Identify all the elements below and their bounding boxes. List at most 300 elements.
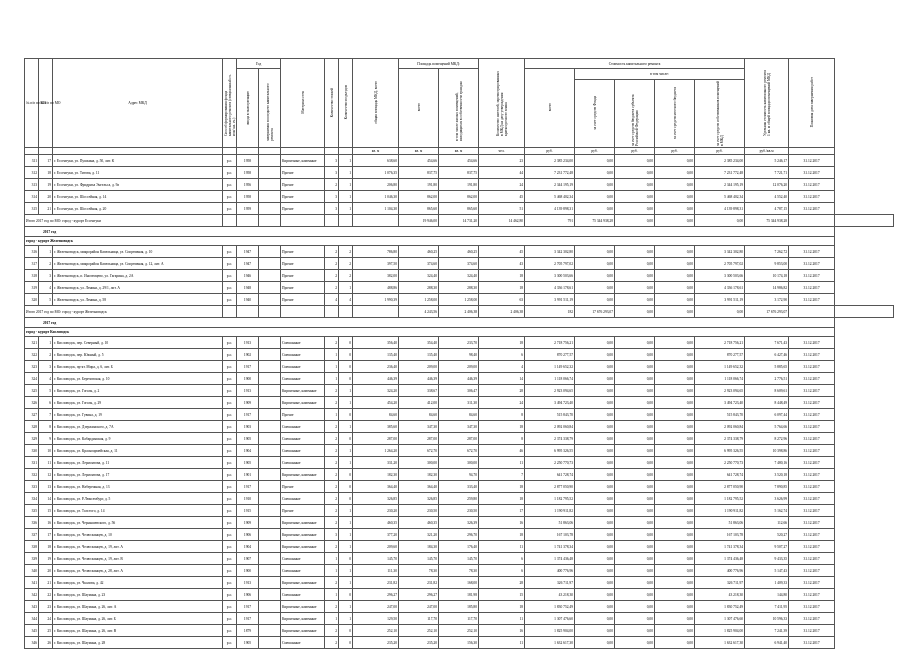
table-cell: 313	[25, 179, 39, 191]
table-cell: 1 104,30	[353, 203, 399, 215]
table-cell: 98,40	[439, 349, 479, 361]
table-cell: 18	[479, 493, 525, 505]
table-cell: 1	[339, 282, 353, 294]
table-cell	[259, 481, 281, 493]
table-cell: г. Кисловодск, ул. Толстого, д. 14	[53, 505, 223, 517]
table-cell: 1	[325, 553, 339, 565]
table-cell: 312	[25, 167, 39, 179]
table-cell: г. Кисловодск, ул. Р.Люксембург, д. 5	[53, 493, 223, 505]
table-cell: 1 374 436,48	[695, 553, 745, 565]
table-cell: 1907	[237, 553, 259, 565]
table-cell: 1900	[237, 373, 259, 385]
table-cell: 31.12.2017	[789, 373, 835, 385]
table-cell: 0,00	[655, 191, 695, 203]
table-cell: 460,35	[399, 517, 439, 529]
table-cell	[259, 601, 281, 613]
table-cell	[259, 270, 281, 282]
table-cell: 44	[479, 167, 525, 179]
table-cell: 288,30	[399, 282, 439, 294]
table-cell: Кирпичные, каменные	[281, 613, 325, 625]
table-cell: 46	[479, 445, 525, 457]
table-row	[25, 203, 894, 215]
table-cell: 323	[25, 361, 39, 373]
table-cell: 2	[325, 577, 339, 589]
table-cell	[259, 282, 281, 294]
table-cell: 0,00	[655, 246, 695, 258]
table-cell: 2 406,38	[439, 306, 479, 318]
table-cell	[259, 625, 281, 637]
table-cell: 0,00	[615, 282, 655, 294]
table-cell: 2	[325, 637, 339, 649]
table-cell: 0	[339, 361, 353, 373]
table-cell: Прочие	[281, 258, 325, 270]
table-cell: 317	[25, 258, 39, 270]
table-cell: 454,66	[439, 155, 479, 167]
table-cell: 5 162,74	[745, 505, 789, 517]
table-cell: 1958	[237, 167, 259, 179]
table-cell: 8	[39, 421, 53, 433]
table-cell	[259, 457, 281, 469]
table-cell: 5 468 402,34	[695, 191, 745, 203]
table-cell: 460,25	[399, 246, 439, 258]
table-cell: 167 103,78	[525, 529, 575, 541]
table-row	[25, 457, 894, 469]
table-cell: 0,00	[575, 601, 615, 613]
table-cell: 0,00	[615, 505, 655, 517]
table-cell: 2 374 338,79	[525, 433, 575, 445]
table-cell: 0,00	[655, 270, 695, 282]
table-cell: 344	[25, 613, 39, 625]
table-cell: 300,00	[399, 457, 439, 469]
table-row	[25, 179, 894, 191]
table-cell: 0	[339, 337, 353, 349]
table-cell: 3 991 511,19	[525, 294, 575, 306]
table-cell: 347,30	[439, 421, 479, 433]
table-row	[25, 481, 894, 493]
table-cell: 43 218,30	[525, 589, 575, 601]
table-cell: 3	[325, 529, 339, 541]
table-cell	[353, 306, 399, 318]
table-cell: 318	[25, 270, 39, 282]
table-cell: 247,00	[399, 601, 439, 613]
table-cell	[259, 246, 281, 258]
table-cell: 0,00	[615, 493, 655, 505]
table-cell: 2	[325, 469, 339, 481]
table-cell: 8	[479, 433, 525, 445]
table-cell: 3 300 503,66	[525, 270, 575, 282]
table-cell: 5	[39, 294, 53, 306]
table-row	[25, 246, 894, 258]
table-cell: 0,00	[655, 493, 695, 505]
table-cell: 1 374 436,48	[525, 553, 575, 565]
table-cell: 14 462,80	[479, 215, 525, 227]
table-cell: 1	[339, 601, 353, 613]
table-cell: 252,10	[353, 625, 399, 637]
table-cell: 329	[25, 433, 39, 445]
table-cell: 3 342 302,80	[695, 246, 745, 258]
table-cell: 51	[479, 203, 525, 215]
table-cell: р.о.	[223, 294, 237, 306]
city-label: город - курорт Кисловодск	[25, 328, 835, 337]
table-cell: г. Кисловодск, ул. Гоголя, д. 2	[53, 385, 223, 397]
table-cell: 0,00	[575, 553, 615, 565]
table-cell	[789, 215, 835, 227]
table-row	[25, 613, 894, 625]
table-cell: 0,00	[575, 191, 615, 203]
table-cell: 5 468 402,34	[525, 191, 575, 203]
table-cell: 6 995 326,55	[695, 445, 745, 457]
table-cell	[259, 433, 281, 445]
table-cell: 0	[339, 469, 353, 481]
table-cell: 1 149 652,32	[525, 361, 575, 373]
table-cell: 2	[325, 385, 339, 397]
table-cell: 0,00	[655, 349, 695, 361]
table-cell: р.о.	[223, 541, 237, 553]
table-cell: 364,40	[353, 481, 399, 493]
table-cell: 18	[39, 167, 53, 179]
table-cell: 446,39	[399, 373, 439, 385]
table-cell: 94,70	[439, 469, 479, 481]
table-cell: 4	[39, 373, 53, 385]
table-cell: 0,00	[575, 529, 615, 541]
table-cell: р.о.	[223, 270, 237, 282]
table-cell: 1913	[237, 385, 259, 397]
table-cell: 0,00	[655, 613, 695, 625]
table-cell	[259, 577, 281, 589]
table-cell: 324	[25, 373, 39, 385]
table-cell: р.о.	[223, 469, 237, 481]
table-cell: 400 776,96	[695, 565, 745, 577]
table-cell	[325, 215, 339, 227]
table-cell: 236,40	[353, 361, 399, 373]
table-cell: 17 676 293,07	[575, 306, 615, 318]
table-cell: 235,20	[353, 637, 399, 649]
table-cell: 2 092 060,84	[695, 421, 745, 433]
table-cell: 1	[325, 613, 339, 625]
table-cell: р.о.	[223, 167, 237, 179]
table-cell: 1902	[237, 349, 259, 361]
table-cell: Смешанные	[281, 637, 325, 649]
header-cost-federal: за счет средств бюджета субъекта Российской Федерации	[615, 80, 655, 148]
table-cell: 0,00	[615, 215, 655, 227]
table-cell: г. Ессентуки, ул. Пушкина, д. 50, лит. К	[53, 155, 223, 167]
table-cell: 7 480,16	[745, 457, 789, 469]
table-cell: 6	[479, 565, 525, 577]
table-cell: 0,00	[575, 155, 615, 167]
table-cell	[339, 215, 353, 227]
table-cell: 24	[39, 613, 53, 625]
table-cell: 2	[325, 505, 339, 517]
table-cell: 45	[479, 191, 525, 203]
table-cell: 0,00	[655, 361, 695, 373]
table-cell: 145,70	[399, 553, 439, 565]
table-cell: 4 336 178,61	[695, 282, 745, 294]
table-cell: 324,40	[439, 270, 479, 282]
table-cell: 21	[39, 577, 53, 589]
header-walls: Материал стен	[281, 59, 325, 148]
table-cell: г. Кисловодск, ул. Шаумяна, д. 28	[53, 637, 223, 649]
table-row	[25, 191, 894, 203]
table-cell: 345	[25, 625, 39, 637]
table-cell: 0,00	[615, 337, 655, 349]
table-cell: 1905	[237, 637, 259, 649]
table-cell: 336	[25, 517, 39, 529]
table-cell: г. Кисловодск, пр-кт. Мира, д. 6, лит. Б	[53, 361, 223, 373]
table-cell: 1 307 476,60	[695, 613, 745, 625]
unit-cell: чел.	[479, 148, 525, 155]
table-row	[25, 589, 894, 601]
table-cell: 322	[25, 349, 39, 361]
table-cell: 515 843,70	[525, 409, 575, 421]
table-cell: 4 787,15	[745, 203, 789, 215]
table-cell: 1	[339, 421, 353, 433]
table-cell: 0,00	[655, 445, 695, 457]
header-area-group: Площадь помещений МКД:	[399, 59, 479, 69]
table-cell: 1	[325, 349, 339, 361]
table-cell: 247,00	[353, 601, 399, 613]
table-cell: 4 139 898,31	[695, 203, 745, 215]
total-row	[25, 306, 894, 318]
table-cell: 2	[325, 337, 339, 349]
table-row	[25, 637, 894, 649]
table-cell: 0,00	[575, 167, 615, 179]
table-row	[25, 445, 894, 457]
table-cell: 2 877 050,90	[525, 481, 575, 493]
table-cell	[259, 191, 281, 203]
table-cell: р.о.	[223, 421, 237, 433]
table-cell: 4	[339, 294, 353, 306]
table-cell: 1910	[237, 493, 259, 505]
table-cell: 11	[479, 541, 525, 553]
table-cell: 10 174,18	[745, 270, 789, 282]
table-cell: 2	[339, 258, 353, 270]
table-cell	[259, 294, 281, 306]
table-cell: 0,00	[575, 625, 615, 637]
table-cell: 31.12.2017	[789, 433, 835, 445]
table-cell: 7 890,85	[745, 481, 789, 493]
table-cell: 1917	[237, 601, 259, 613]
table-cell: 0,00	[615, 306, 655, 318]
table-cell: 1 258,00	[399, 294, 439, 306]
table-cell: Прочие	[281, 179, 325, 191]
city-row	[25, 237, 894, 246]
table-cell: 1903	[237, 421, 259, 433]
city-label: город - курорт Железноводск	[25, 237, 835, 246]
table-cell: 1906	[237, 529, 259, 541]
table-cell: 0,00	[575, 337, 615, 349]
table-cell: 1 825 904,00	[525, 625, 575, 637]
table-cell: 3	[325, 203, 339, 215]
table-cell	[353, 215, 399, 227]
table-cell: г. Кисловодск, пер. Южный, д. 5	[53, 349, 223, 361]
table-cell: 2	[325, 481, 339, 493]
table-cell: 31.12.2017	[789, 361, 835, 373]
table-cell: 0,00	[575, 361, 615, 373]
table-cell	[223, 306, 237, 318]
table-cell: 18	[479, 282, 525, 294]
table-cell: 0,00	[615, 457, 655, 469]
table-cell: 0,00	[615, 294, 655, 306]
table-row	[25, 625, 894, 637]
table-cell: р.о.	[223, 481, 237, 493]
table-cell: Прочие	[281, 167, 325, 179]
table-cell: 1	[339, 457, 353, 469]
header-cost-local: за счет средств местного бюджета	[655, 80, 695, 148]
table-cell	[259, 361, 281, 373]
table-cell: 2 385 234,00	[525, 155, 575, 167]
table-row	[25, 349, 894, 361]
table-cell: Кирпичные, каменные	[281, 469, 325, 481]
table-cell: 2	[339, 246, 353, 258]
table-cell	[259, 529, 281, 541]
table-cell: 340	[25, 565, 39, 577]
table-cell: 144,80	[745, 589, 789, 601]
table-cell: 31.12.2017	[789, 294, 835, 306]
table-cell: 1	[339, 613, 353, 625]
header-cost-total: всего	[525, 69, 575, 148]
table-cell: 520,27	[745, 529, 789, 541]
table-cell: 84,60	[399, 409, 439, 421]
table-cell: 135,40	[399, 349, 439, 361]
table-cell	[325, 306, 339, 318]
table-cell: 1905	[237, 457, 259, 469]
table-cell: 0,00	[615, 445, 655, 457]
table-cell: 0,00	[655, 529, 695, 541]
table-cell: 3 342 302,80	[525, 246, 575, 258]
table-cell: 338,67	[399, 385, 439, 397]
table-cell: 2 385 234,00	[695, 155, 745, 167]
table-cell: 460,25	[439, 246, 479, 258]
table-cell: 1 632 617,30	[525, 637, 575, 649]
table-cell: Кирпичные, каменные	[281, 529, 325, 541]
table-cell: 488,86	[353, 282, 399, 294]
table-cell: Кирпичные, каменные	[281, 541, 325, 553]
table-cell: 5 246,17	[745, 155, 789, 167]
table-cell: 43	[479, 258, 525, 270]
table-cell: Смешанные	[281, 553, 325, 565]
header-no-list: № п/п по КП	[25, 59, 39, 148]
table-cell: 1 118 066,74	[695, 373, 745, 385]
table-cell	[259, 517, 281, 529]
table-cell: 31.12.2017	[789, 577, 835, 589]
table-cell: 862,00	[439, 191, 479, 203]
table-cell: 0,00	[575, 469, 615, 481]
table-cell: 1913	[237, 337, 259, 349]
table-cell	[259, 565, 281, 577]
table-cell: р.о.	[223, 155, 237, 167]
table-cell: 0,00	[615, 565, 655, 577]
table-cell: 2 250 770,73	[695, 457, 745, 469]
table-cell: 2	[39, 258, 53, 270]
table-cell: 14	[479, 373, 525, 385]
table-cell: 0,00	[655, 433, 695, 445]
table-cell: р.о.	[223, 517, 237, 529]
table-cell: 31.12.2017	[789, 155, 835, 167]
table-cell: 3 300 503,66	[695, 270, 745, 282]
table-cell: 2 705 797,02	[525, 258, 575, 270]
table-cell: 0,00	[615, 397, 655, 409]
table-cell: 12 076,20	[745, 179, 789, 191]
table-cell: 23	[39, 601, 53, 613]
table-cell: 2	[325, 433, 339, 445]
header-cost-group: Стоимость капитального ремонта	[525, 59, 745, 69]
table-cell: 4	[325, 294, 339, 306]
table-cell: 7 671,43	[745, 337, 789, 349]
table-cell: 233,70	[439, 337, 479, 349]
header-total-area: общая площадь МКД, всего	[353, 59, 399, 148]
table-cell: 145,70	[439, 553, 479, 565]
table-cell: Прочие	[281, 409, 325, 421]
table-cell: 0,00	[615, 613, 655, 625]
table-cell: 2	[325, 246, 339, 258]
header-address: Адрес МКД	[53, 59, 223, 148]
table-cell: 397,50	[353, 258, 399, 270]
table-cell: 31.12.2017	[789, 589, 835, 601]
table-cell: 1	[325, 373, 339, 385]
table-cell: 0,00	[615, 553, 655, 565]
table-cell: 11	[39, 457, 53, 469]
table-cell: Смешанные	[281, 373, 325, 385]
city-row	[25, 328, 894, 337]
table-cell: 17	[39, 529, 53, 541]
header-no-mo: № п/п по МО	[39, 59, 53, 148]
table-cell: 1 258,00	[439, 294, 479, 306]
table-cell: 5 147,43	[745, 565, 789, 577]
table-cell: 1	[339, 385, 353, 397]
table-cell: 0,00	[575, 613, 615, 625]
table-cell: 1879	[237, 625, 259, 637]
table-cell: р.о.	[223, 553, 237, 565]
table-cell: 0,00	[575, 481, 615, 493]
table-cell: 6 995 326,55	[525, 445, 575, 457]
table-cell: 51 863,06	[695, 517, 745, 529]
table-cell: 2 344 195,19	[525, 179, 575, 191]
table-cell: 75 344 938,28	[745, 215, 789, 227]
table-cell: 1917	[237, 409, 259, 421]
table-cell: 1	[339, 167, 353, 179]
unit-cell: кв. м	[399, 148, 439, 155]
table-cell: 2 718 756,21	[695, 337, 745, 349]
table-row	[25, 409, 894, 421]
table-cell: 12	[39, 469, 53, 481]
table-cell: 0	[339, 493, 353, 505]
table-body	[25, 155, 894, 649]
table-cell: 316	[25, 246, 39, 258]
table-cell: 31.12.2017	[789, 385, 835, 397]
table-cell: 117,70	[439, 613, 479, 625]
table-cell: 346	[25, 637, 39, 649]
table-row	[25, 529, 894, 541]
table-cell: р.о.	[223, 589, 237, 601]
table-cell: 287,00	[353, 433, 399, 445]
table-cell	[259, 179, 281, 191]
table-cell: 17	[39, 155, 53, 167]
table-cell: 43 218,30	[695, 589, 745, 601]
table-cell	[259, 349, 281, 361]
table-cell: г. Железноводск, ул. Ленина, д. 58	[53, 294, 223, 306]
table-cell: г. Кисловодск, пер. Северный, д. 10	[53, 337, 223, 349]
table-cell: 7	[39, 409, 53, 421]
table-cell: 31.12.2017	[789, 529, 835, 541]
table-cell: 400 776,96	[525, 565, 575, 577]
table-cell: 1 307 476,60	[525, 613, 575, 625]
table-cell: 337	[25, 529, 39, 541]
table-cell: 638,60	[353, 155, 399, 167]
table-cell: 16	[39, 517, 53, 529]
table-cell: 287,00	[399, 433, 439, 445]
table-cell: 6 427,46	[745, 349, 789, 361]
table-cell: 296,27	[353, 589, 399, 601]
